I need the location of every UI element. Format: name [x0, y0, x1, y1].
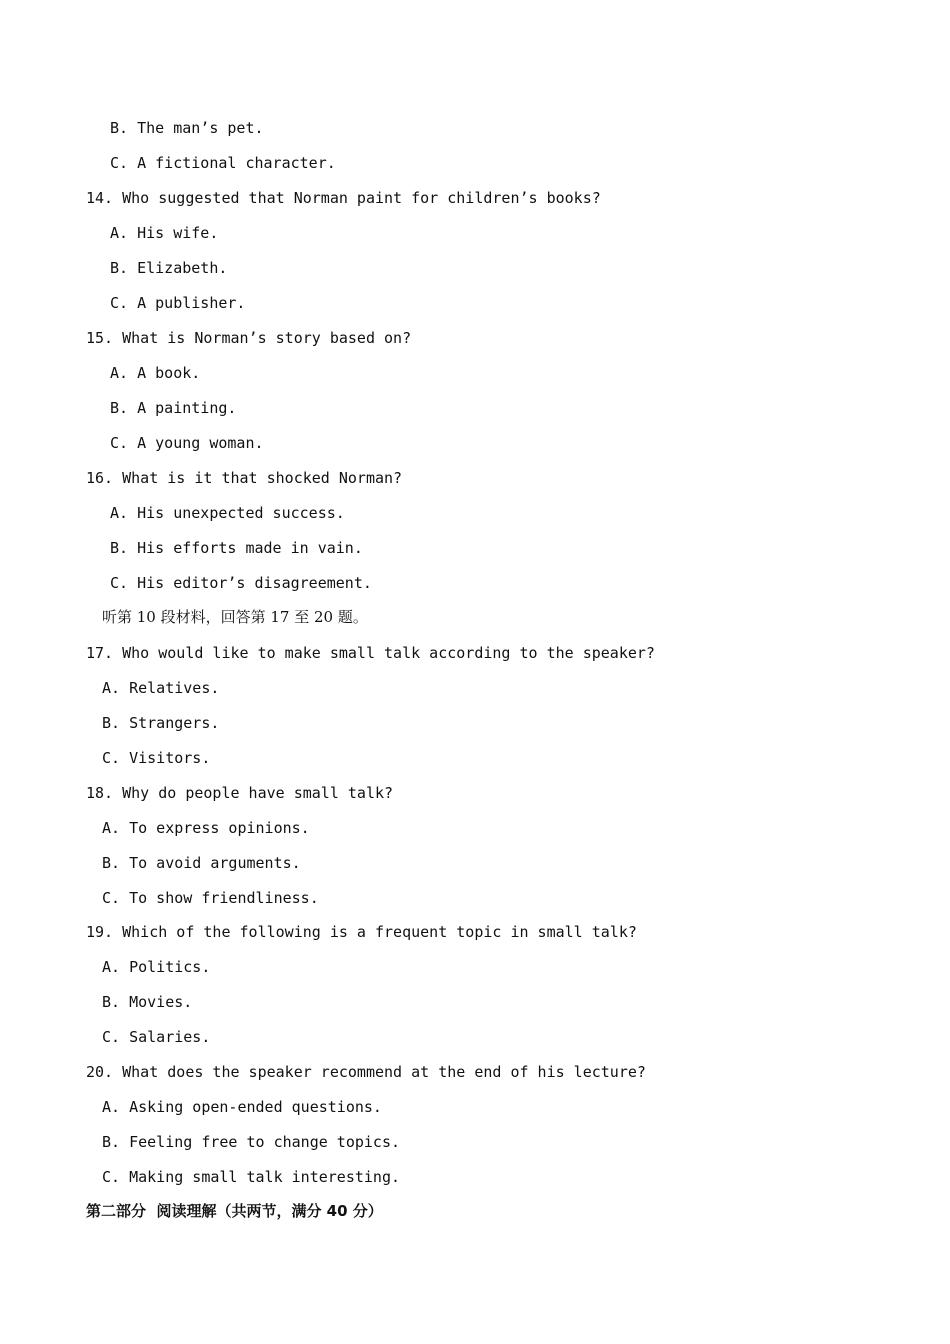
option-16a: A. His unexpected success. [110, 504, 345, 522]
option-17a: A. Relatives. [102, 679, 220, 697]
option-19c: C. Salaries. [102, 1028, 211, 1046]
option-18a: A. To express opinions. [102, 819, 310, 837]
question-19: 19. Which of the following is a frequent topic in small talk? [86, 923, 637, 941]
question-20: 20. What does the speaker recommend at the end of his lecture? [86, 1063, 646, 1081]
section-heading: 第二部分 阅读理解（共两节，满分 40 分） [86, 1202, 383, 1220]
option-14b: B. Elizabeth. [110, 259, 228, 277]
option-19a: A. Politics. [102, 958, 211, 976]
option-16b: B. His efforts made in vain. [110, 539, 363, 557]
option-15c: C. A young woman. [110, 434, 264, 452]
option-13b: B. The man’s pet. [110, 119, 264, 137]
option-17b: B. Strangers. [102, 714, 220, 732]
question-17: 17. Who would like to make small talk according to the speaker? [86, 644, 655, 662]
option-14c: C. A publisher. [110, 294, 246, 312]
question-14: 14. Who suggested that Norman paint for children’s books? [86, 189, 601, 207]
option-15b: B. A painting. [110, 399, 237, 417]
option-19b: B. Movies. [102, 993, 193, 1011]
option-20b: B. Feeling free to change topics. [102, 1133, 401, 1151]
option-15a: A. A book. [110, 364, 201, 382]
option-13c: C. A fictional character. [110, 154, 336, 172]
question-16: 16. What is it that shocked Norman? [86, 469, 403, 487]
option-20a: A. Asking open-ended questions. [102, 1098, 382, 1116]
listening-instruction: 听第 10 段材料，回答第 17 至 20 题。 [102, 608, 368, 626]
option-20c: C. Making small talk interesting. [102, 1168, 401, 1186]
option-14a: A. His wife. [110, 224, 219, 242]
option-18c: C. To show friendliness. [102, 889, 319, 907]
option-17c: C. Visitors. [102, 749, 211, 767]
option-16c: C. His editor’s disagreement. [110, 574, 372, 592]
option-18b: B. To avoid arguments. [102, 854, 301, 872]
question-15: 15. What is Norman’s story based on? [86, 329, 412, 347]
question-18: 18. Why do people have small talk? [86, 784, 394, 802]
